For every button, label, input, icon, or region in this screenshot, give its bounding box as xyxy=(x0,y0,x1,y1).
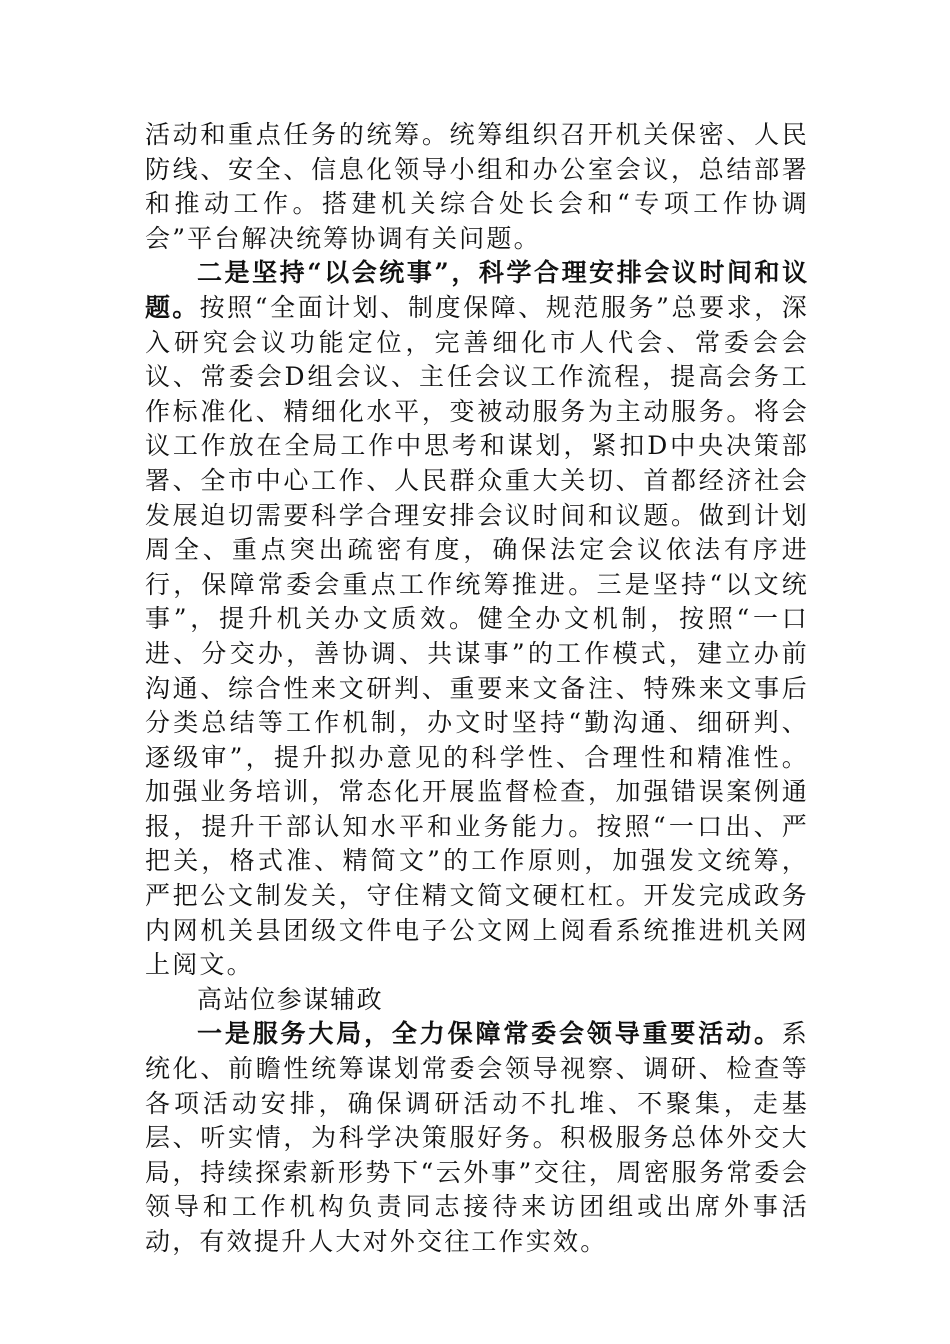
paragraph-3-lead: 一是服务大局，全力保障常委会领导重要活动。 xyxy=(197,1019,782,1049)
section-heading: 高站位参谋辅政 xyxy=(197,984,384,1014)
document-body xyxy=(145,118,809,1260)
paragraph-3-text: 系统化、前瞻性统筹谋划常委会领导视察、调研、检查等各项活动安排，确保调研活动不扎堆、不聚集，走基层、听实情，为科学决策服好务。积极服务总体外交大局，持续探索新形势下“云外事”交往，周密服务常委会领导和工作机构负责同志接待来访团组或出席外事活动，有效提升人大对外交往工作实效。 xyxy=(145,1019,809,1256)
paragraph-2-text: 按照“全面计划、制度保障、规范服务”总要求，深入研究会议功能定位，完善细化市人代会、常委会会议、常委会D组会议、主任会议工作流程，提高会务工作标准化、精细化水平，变被动服务为主动服务。将会议工作放在全局工作中思考和谋划，紧扣D中央决策部署、全市中心工作、人民群众重大关切、首都经济社会发展迫切需要科学合理安排会议时间和议题。做到计划周全、重点突出疏密有度，确保法定会议依法有序进行，保障常委会重点工作统筹推进。三是坚持“以文统事”，提升机关办文质效。健全办文机制，按照“一口进、分交办，善协调、共谋事”的工作模式，建立办前沟通、综合性来文研判、重要来文备注、特殊来文事后分类总结等工作机制，办文时坚持“勤沟通、细研判、逐级审”，提升拟办意见的科学性、合理性和精准性。加强业务培训，常态化开展监督检查，加强错误案例通报，提升干部认知水平和业务能力。按照“一口出、严把关，格式准、精简文”的工作原则，加强发文统筹，严把公文制发关，守住精文简文硬杠杠。开发完成政务内网机关县团级文件电子公文网上阅看系统推进机关网上阅文。 xyxy=(145,292,809,980)
paragraph-1: 活动和重点任务的统筹。统筹组织召开机关保密、人民防线、安全、信息化领导小组和办公室会议，总结部署和推动工作。搭建机关综合处长会和“专项工作协调会”平台解决统筹协调有关问题。 xyxy=(145,120,809,253)
paragraph-2-lead: 二是坚持“以会统事”，科学合理安排会议时间和议题。 xyxy=(145,258,809,322)
paragraph-2 xyxy=(145,256,809,982)
paragraph-3 xyxy=(145,1017,809,1259)
